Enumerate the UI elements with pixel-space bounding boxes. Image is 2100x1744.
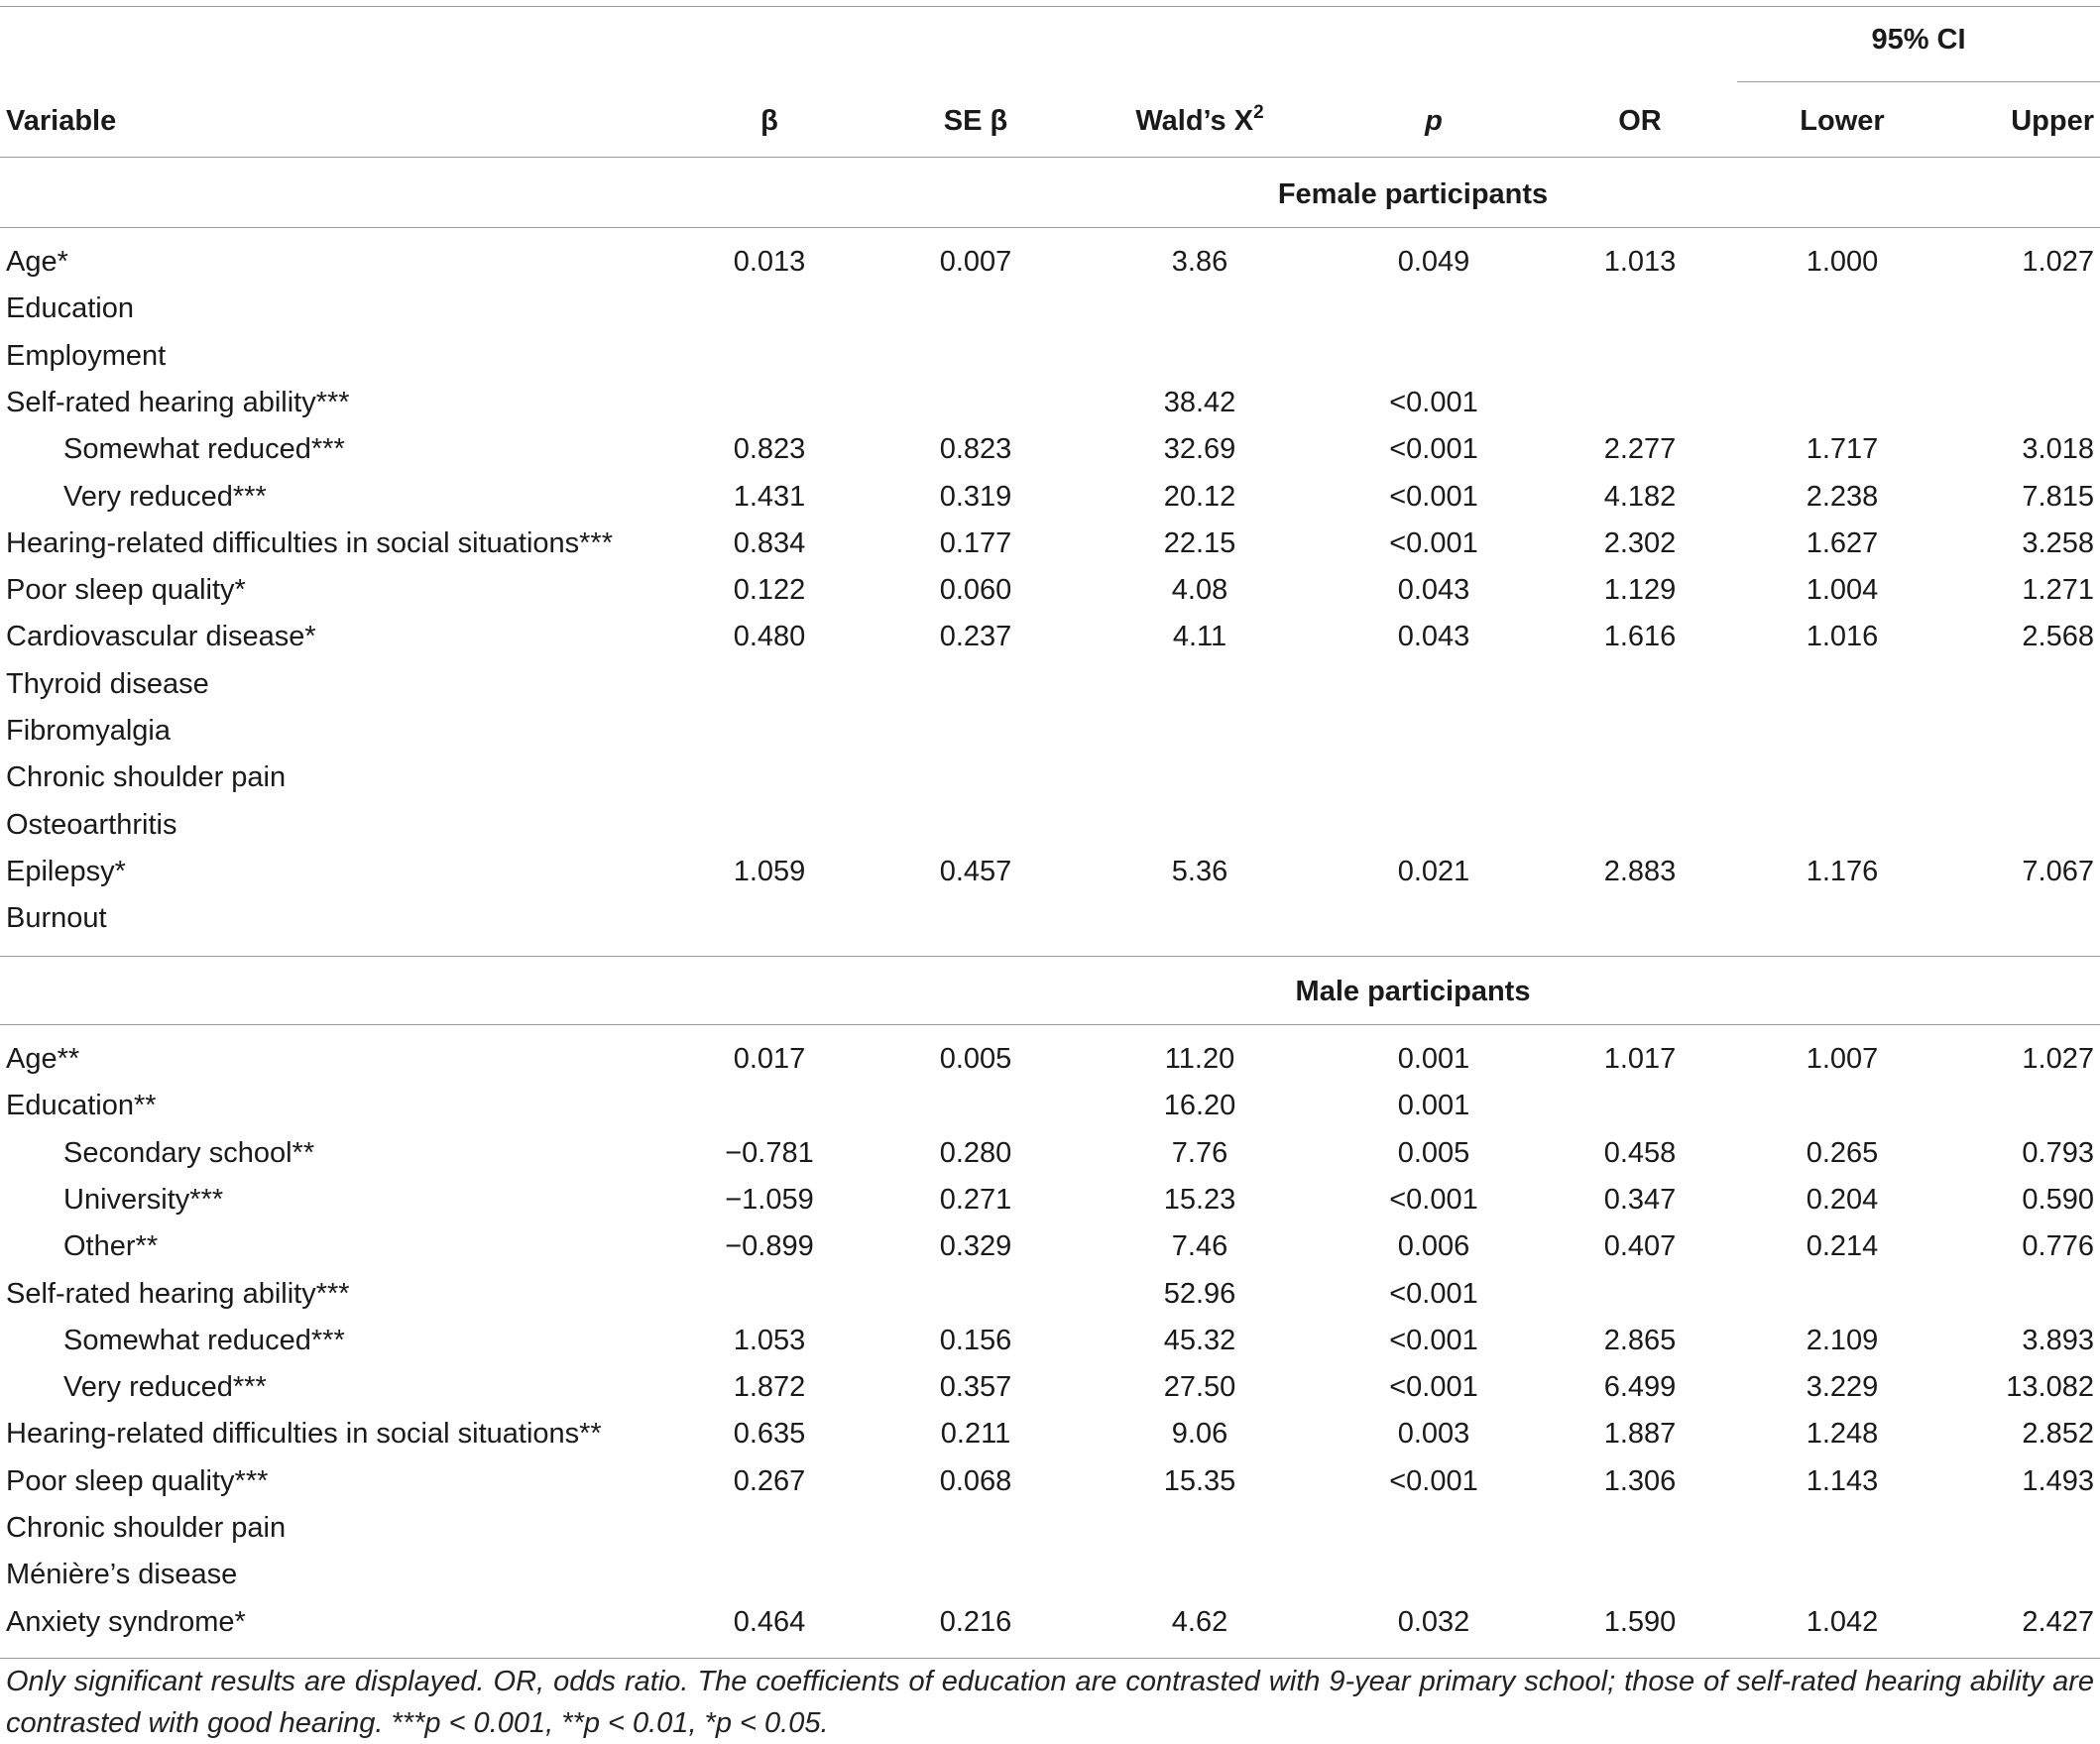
cell-beta: 1.053 [733,1324,806,1356]
cell-variable: Chronic shoulder pain [6,761,287,794]
cell-upper: 2.427 [2022,1605,2094,1638]
cell-upper: 3.018 [2022,433,2094,466]
header-variable: Variable [6,105,117,137]
cell-lower: 0.214 [1806,1230,1879,1263]
cell-beta: 0.480 [733,621,806,653]
cell-p: 0.021 [1397,855,1470,887]
cell-lower: 0.265 [1806,1136,1879,1169]
cell-lower: 2.238 [1806,480,1879,513]
cell-p: 0.005 [1397,1136,1470,1169]
cell-upper: 13.082 [2006,1371,2094,1404]
cell-or: 2.865 [1603,1324,1677,1356]
cell-or: 1.129 [1603,574,1677,607]
section-divider-rule [0,956,2100,957]
cell-upper: 3.893 [2022,1324,2094,1356]
cell-p: <0.001 [1389,526,1478,559]
cell-beta: 0.122 [733,574,806,607]
cell-variable: Somewhat reduced*** [63,433,345,466]
cell-upper: 0.776 [2022,1230,2094,1263]
cell-beta: 1.872 [733,1371,806,1404]
cell-se-beta: 0.457 [939,855,1012,887]
cell-or: 1.616 [1603,621,1677,653]
cell-or: 2.883 [1603,855,1677,887]
header-wald [1101,103,1299,139]
table-bottom-rule [0,1658,2100,1659]
header-wald-label: Wald’s X [1135,105,1254,137]
cell-upper: 0.793 [2022,1136,2094,1169]
cell-or: 2.302 [1603,526,1677,559]
cell-variable: Chronic shoulder pain [6,1512,287,1544]
cell-wald: 7.76 [1171,1136,1228,1169]
cell-p: 0.043 [1397,621,1470,653]
cell-lower: 2.109 [1806,1324,1879,1356]
cell-wald: 20.12 [1163,480,1236,513]
cell-lower: 1.717 [1806,433,1879,466]
section-header-rule [0,1024,2100,1025]
cell-se-beta: 0.823 [939,433,1012,466]
cell-se-beta: 0.329 [939,1230,1012,1263]
header-lower: Lower [1800,105,1885,137]
header-se-beta: SE β [943,105,1008,137]
cell-lower: 1.016 [1806,621,1879,653]
cell-wald: 15.35 [1163,1464,1236,1497]
cell-p: <0.001 [1389,386,1478,418]
cell-wald: 11.20 [1164,1043,1235,1075]
cell-wald: 4.62 [1171,1605,1228,1638]
ci-group-header: 95% CI [1871,24,1966,56]
cell-wald: 38.42 [1163,386,1236,418]
cell-se-beta: 0.211 [940,1418,1011,1451]
cell-or: 1.013 [1603,246,1677,278]
cell-se-beta: 0.007 [939,246,1012,278]
table-top-rule [0,6,2100,7]
cell-lower: 1.143 [1806,1464,1879,1497]
cell-variable: Self-rated hearing ability*** [6,386,350,418]
cell-wald: 9.06 [1171,1418,1228,1451]
cell-or: 1.887 [1603,1418,1677,1451]
cell-upper: 7.067 [2022,855,2094,887]
cell-or: 1.017 [1603,1043,1677,1075]
cell-or: 1.590 [1603,1605,1677,1638]
cell-beta: −0.781 [725,1136,814,1169]
cell-variable: Education** [6,1090,157,1122]
header-or: OR [1618,105,1662,137]
cell-or: 0.458 [1603,1136,1677,1169]
cell-lower: 1.176 [1806,855,1879,887]
cell-variable: Age** [6,1043,80,1075]
cell-beta: 0.823 [733,433,806,466]
cell-variable: Burnout [6,902,107,935]
cell-beta: −0.899 [725,1230,814,1263]
cell-or: 0.347 [1603,1183,1677,1216]
cell-p: 0.043 [1397,574,1470,607]
cell-variable: Education [6,292,134,325]
cell-wald: 45.32 [1163,1324,1236,1356]
cell-p: <0.001 [1389,1371,1478,1404]
cell-se-beta: 0.005 [939,1043,1012,1075]
cell-wald: 7.46 [1171,1230,1228,1263]
cell-lower: 3.229 [1806,1371,1879,1404]
cell-lower: 1.248 [1806,1418,1879,1451]
cell-beta: 0.464 [733,1605,806,1638]
cell-p: 0.032 [1397,1605,1470,1638]
cell-wald: 27.50 [1163,1371,1236,1404]
cell-se-beta: 0.237 [939,621,1012,653]
cell-variable: Cardiovascular disease* [6,621,316,653]
cell-se-beta: 0.177 [939,526,1012,559]
cell-or: 4.182 [1603,480,1677,513]
cell-wald: 22.15 [1163,526,1236,559]
cell-lower: 1.007 [1806,1043,1879,1075]
cell-wald: 5.36 [1171,855,1228,887]
cell-variable: Self-rated hearing ability*** [6,1277,350,1310]
cell-p: <0.001 [1389,480,1478,513]
header-bottom-rule [0,157,2100,158]
cell-beta: 0.834 [733,526,806,559]
cell-variable: Osteoarthritis [6,808,177,841]
cell-upper: 1.493 [2022,1464,2094,1497]
header-beta: β [760,105,778,137]
cell-lower: 1.042 [1806,1605,1879,1638]
cell-wald: 15.23 [1163,1183,1236,1216]
cell-upper: 1.271 [2022,574,2094,607]
cell-p: 0.001 [1397,1043,1470,1075]
cell-upper: 2.568 [2022,621,2094,653]
cell-variable: Employment [6,339,167,372]
cell-or: 2.277 [1603,433,1677,466]
cell-se-beta: 0.357 [939,1371,1012,1404]
cell-variable: University*** [63,1183,224,1216]
cell-se-beta: 0.060 [939,574,1012,607]
cell-variable: Very reduced*** [63,480,267,513]
cell-p: <0.001 [1389,1183,1478,1216]
header-upper: Upper [2011,105,2094,137]
cell-beta: −1.059 [725,1183,814,1216]
cell-wald: 32.69 [1163,433,1236,466]
cell-variable: Poor sleep quality*** [6,1464,269,1497]
cell-p: <0.001 [1389,1464,1478,1497]
ci-group-rule [1737,81,2100,82]
cell-beta: 1.059 [733,855,806,887]
cell-variable: Age* [6,246,68,278]
header-wald-superscript: 2 [1253,102,1264,123]
cell-variable: Somewhat reduced*** [63,1324,345,1356]
cell-wald: 3.86 [1171,246,1228,278]
cell-p: <0.001 [1389,433,1478,466]
cell-wald: 4.11 [1172,621,1227,653]
section-title: Male participants [1295,976,1531,1007]
cell-or: 0.407 [1603,1230,1677,1263]
cell-lower: 0.204 [1806,1183,1879,1216]
cell-lower: 1.000 [1806,246,1879,278]
header-p: p [1425,105,1443,137]
cell-se-beta: 0.271 [939,1183,1012,1216]
cell-p: <0.001 [1389,1324,1478,1356]
cell-wald: 52.96 [1163,1277,1236,1310]
cell-or: 6.499 [1603,1371,1677,1404]
cell-variable: Very reduced*** [63,1371,267,1404]
cell-se-beta: 0.156 [939,1324,1012,1356]
cell-variable: Hearing-related difficulties in social situations** [6,1418,602,1451]
cell-wald: 4.08 [1171,574,1228,607]
cell-se-beta: 0.280 [939,1136,1012,1169]
cell-p: 0.006 [1397,1230,1470,1263]
cell-p: 0.049 [1397,246,1470,278]
cell-beta: 0.013 [733,246,806,278]
cell-variable: Epilepsy* [6,855,126,887]
cell-variable: Fibromyalgia [6,715,171,747]
cell-variable: Thyroid disease [6,667,209,700]
cell-upper: 0.590 [2022,1183,2094,1216]
cell-p: <0.001 [1389,1277,1478,1310]
section-title: Female participants [1277,178,1549,210]
cell-lower: 1.004 [1806,574,1879,607]
cell-upper: 1.027 [2022,1043,2094,1075]
cell-lower: 1.627 [1806,526,1879,559]
cell-or: 1.306 [1603,1464,1677,1497]
cell-wald: 16.20 [1163,1090,1236,1122]
cell-variable: Other** [63,1230,159,1263]
section-header-rule [0,227,2100,228]
cell-se-beta: 0.068 [939,1464,1012,1497]
cell-upper: 2.852 [2022,1418,2094,1451]
cell-p: 0.001 [1397,1090,1470,1122]
cell-variable: Poor sleep quality* [6,574,246,607]
cell-upper: 7.815 [2022,480,2094,513]
cell-variable: Hearing-related difficulties in social situations*** [6,526,614,559]
cell-se-beta: 0.319 [939,480,1012,513]
cell-beta: 0.267 [733,1464,806,1497]
cell-upper: 3.258 [2022,526,2094,559]
cell-p: 0.003 [1397,1418,1470,1451]
cell-variable: Ménière’s disease [6,1559,238,1591]
cell-se-beta: 0.216 [939,1605,1012,1638]
cell-beta: 0.017 [733,1043,806,1075]
cell-beta: 1.431 [733,480,806,513]
cell-variable: Secondary school** [63,1136,315,1169]
cell-variable: Anxiety syndrome* [6,1605,246,1638]
cell-beta: 0.635 [733,1418,806,1451]
table-footnote: Only significant results are displayed. OR, odds ratio. The coefficients of education are contrasted with 9-year primary school; those of self-rated hearing ability are contrasted with good hearing. ***p < 0.001, **p < 0.01, *p < 0.05. [6,1666,2094,1739]
cell-upper: 1.027 [2022,246,2094,278]
